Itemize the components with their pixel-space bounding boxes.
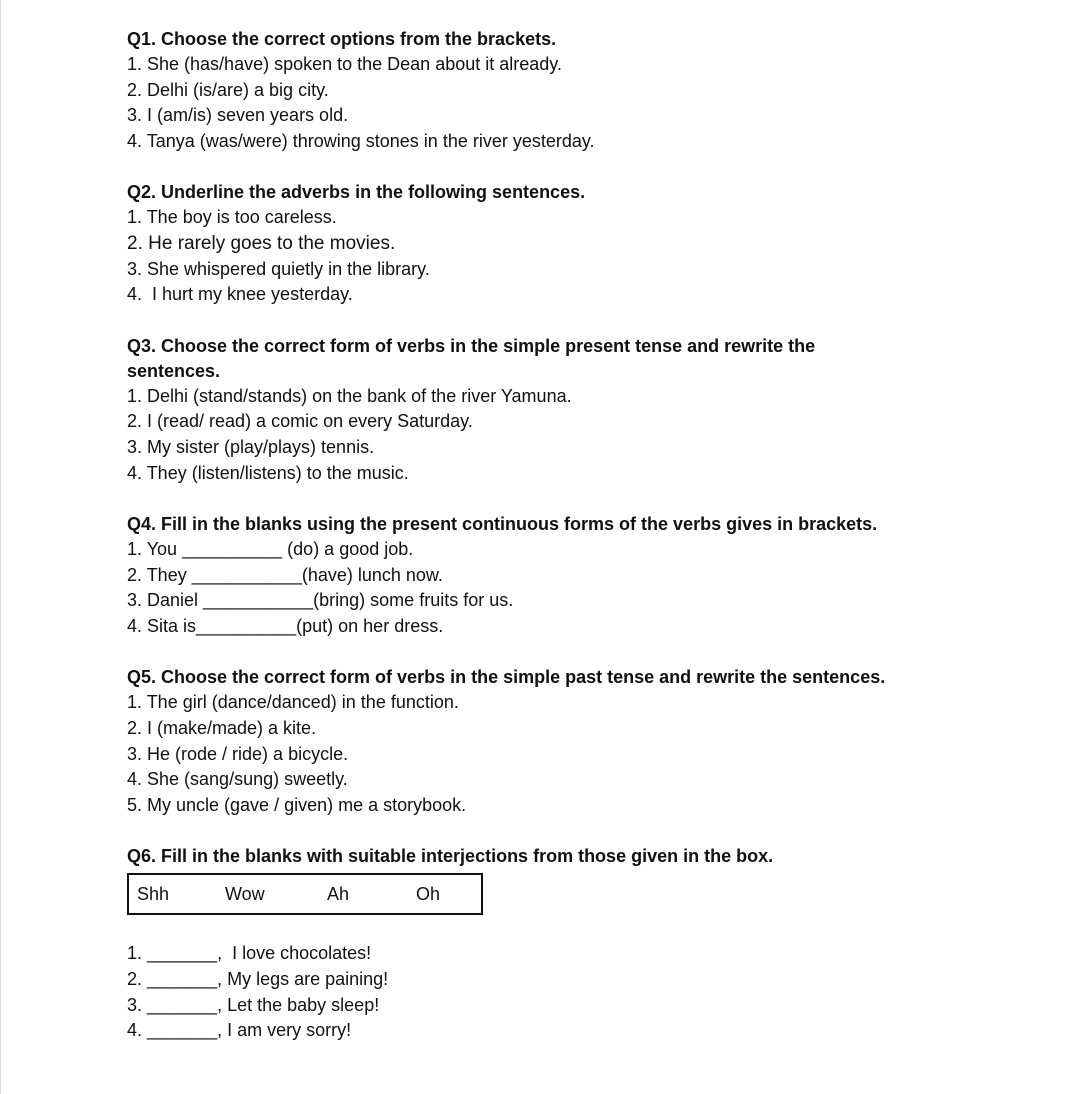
question-6-item-3: 3. _______, Let the baby sleep!	[127, 994, 380, 1015]
box-word-oh: Oh	[416, 884, 441, 905]
question-1-title: Q1. Choose the correct options from the brackets.	[127, 29, 557, 49]
spacer	[127, 155, 1027, 181]
question-3-item-4: 4. They (listen/listens) to the music.	[127, 462, 409, 483]
question-2-item-4: 4. I hurt my knee yesterday.	[127, 284, 353, 305]
question-2-item-3: 3. She whispered quietly in the library.	[127, 258, 430, 279]
spacer	[127, 915, 1027, 941]
question-1	[127, 27, 1027, 155]
box-word-wow: Wow	[225, 884, 265, 905]
question-3-item-1: 1. Delhi (stand/stands) on the bank of the river Yamuna.	[127, 385, 572, 406]
question-2-title: Q2. Underline the adverbs in the following sentences.	[127, 182, 586, 203]
question-2-item-1: 1. The boy is too careless.	[127, 207, 337, 228]
question-2-item-2: 2. He rarely goes to the movies.	[127, 233, 396, 255]
question-5-item-4: 4. She (sang/sung) sweetly.	[127, 769, 348, 790]
interjection-word-box	[127, 873, 483, 915]
page-edge-line	[0, 0, 1, 1094]
box-word-ah: Ah	[327, 884, 350, 905]
question-5-item-2: 2. I (make/made) a kite.	[127, 717, 317, 738]
question-1-item-1: 1. She (has/have) spoken to the Dean about it already.	[127, 54, 562, 74]
question-1-item-2: 2. Delhi (is/are) a big city.	[127, 79, 329, 100]
question-5-item-3: 3. He (rode / ride) a bicycle.	[127, 743, 349, 764]
question-3-title: Q3. Choose the correct form of verbs in the simple present tense and rewrite the sentences.	[127, 335, 816, 381]
question-6-item-4: 4. _______, I am very sorry!	[127, 1020, 352, 1041]
question-4-item-3: 3. Daniel ___________(bring) some fruits for us.	[127, 590, 514, 611]
question-5-title: Q5. Choose the correct form of verbs in the simple past tense and rewrite the sentences.	[127, 667, 886, 688]
question-4	[127, 512, 1027, 640]
question-5	[127, 665, 1027, 819]
spacer	[127, 308, 1027, 334]
question-3-item-3: 3. My sister (play/plays) tennis.	[127, 437, 375, 458]
box-word-shh: Shh	[137, 884, 170, 905]
question-5-item-1: 1. The girl (dance/danced) in the function.	[127, 692, 459, 713]
question-2	[127, 180, 1027, 308]
question-4-title: Q4. Fill in the blanks using the present continuous forms of the verbs gives in brackets.	[127, 513, 878, 534]
question-6-title: Q6. Fill in the blanks with suitable interjections from those given in the box.	[127, 846, 774, 867]
spacer	[127, 640, 1027, 666]
question-4-item-1: 1. You __________ (do) a good job.	[127, 538, 414, 559]
spacer	[127, 486, 1027, 512]
spacer	[127, 819, 1027, 845]
question-6-item-2: 2. _______, My legs are paining!	[127, 968, 389, 989]
worksheet	[127, 27, 1027, 1044]
question-1-item-4: 4. Tanya (was/were) throwing stones in the river yesterday.	[127, 131, 595, 152]
question-6-item-1: 1. _______, I love chocolates!	[127, 943, 372, 964]
question-3-item-2: 2. I (read/ read) a comic on every Saturday.	[127, 411, 473, 432]
question-6	[127, 844, 1027, 1044]
question-1-item-3: 3. I (am/is) seven years old.	[127, 105, 349, 126]
question-3	[127, 334, 1027, 487]
question-4-item-2: 2. They ___________(have) lunch now.	[127, 564, 443, 585]
question-4-item-4: 4. Sita is__________(put) on her dress.	[127, 616, 444, 637]
question-5-item-5: 5. My uncle (gave / given) me a storybook.	[127, 795, 467, 816]
